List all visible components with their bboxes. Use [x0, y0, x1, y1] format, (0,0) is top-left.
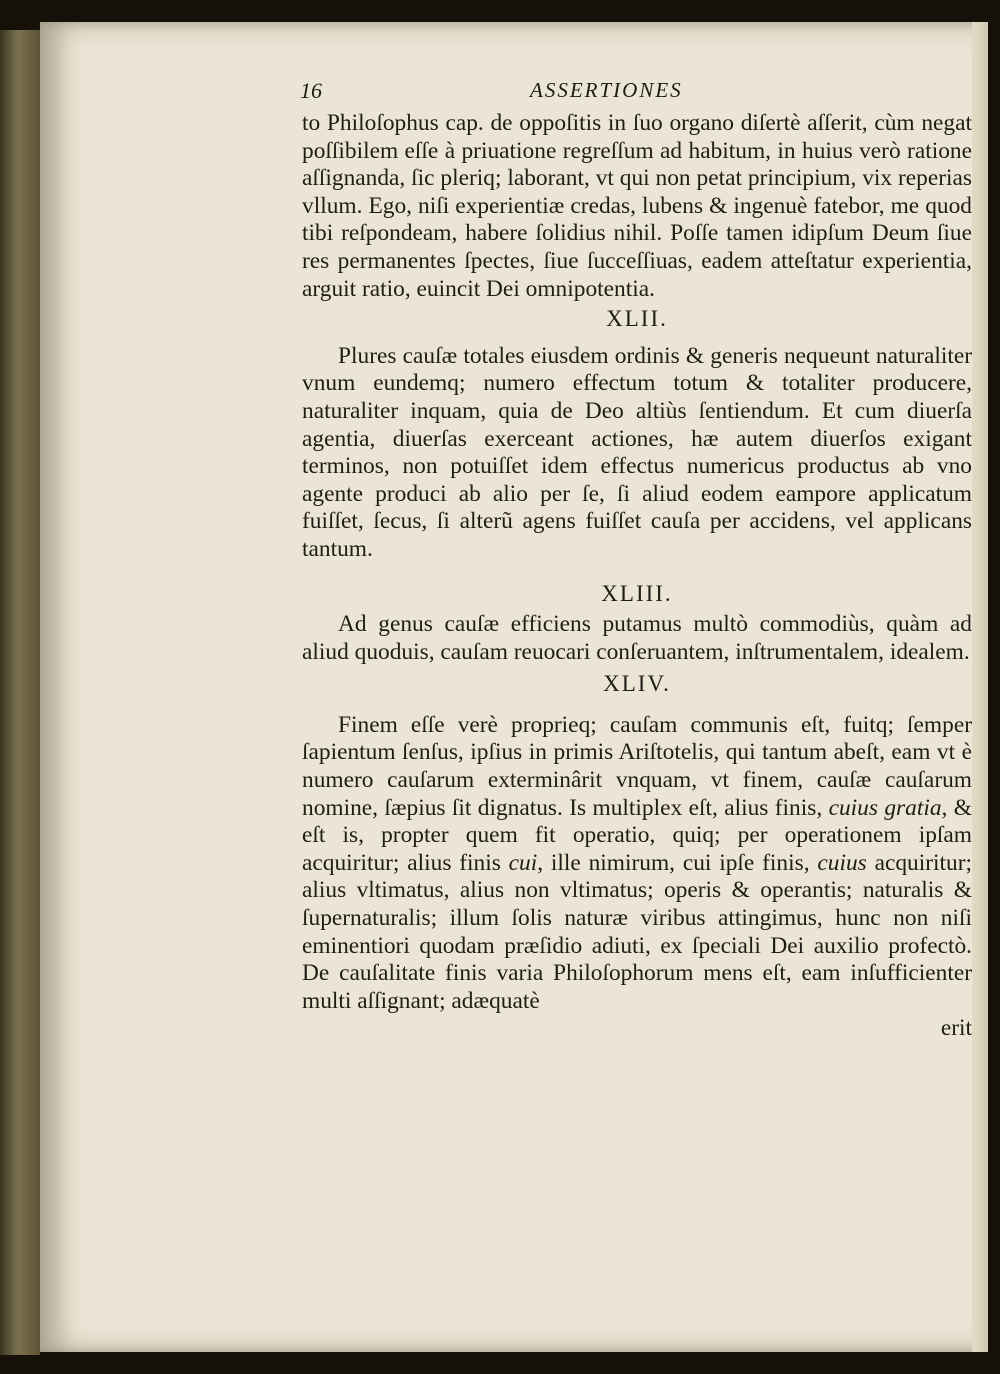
page-number: 16: [300, 78, 322, 103]
paragraph-43: Ad genus cauſæ efficiens putamus multò commodiùs, quàm ad aliud quoduis, cauſam reuocari conſeruantem, inſtrumentalem, idealem.: [302, 611, 972, 665]
paragraph-44: [302, 712, 972, 1016]
book-spine: [0, 30, 40, 1355]
paragraph-44-part-a: Finem eſſe verè proprieq; cauſam communis eſt, fuitq; ſemper ſapientum ſenſus, ipſius in primis Ariſtotelis, qui tantum abeſt, eam vt è numero cauſarum exterminârit vnquam, vt finem, cauſæ cauſarum nomine, ſæpius ſit dignatus. Is multiplex eſt, alius finis,: [302, 711, 972, 821]
paragraph-44-part-e: , ille nimirum, cui ipſe finis,: [537, 849, 818, 876]
running-head: [300, 78, 950, 102]
section-heading-44: XLIV.: [603, 671, 671, 697]
section-heading-43: XLIII.: [601, 580, 673, 606]
page-body: [302, 110, 972, 1043]
paragraph-42: Plures cauſæ totales eiusdem ordinis & generis nequeunt naturaliter vnum eundemq; numero effectum totum & totaliter producere, naturaliter inquam, quia de Deo altiùs ſentiendum. Et cum diuerſa agentia, diuerſas exerceant actiones, hæ autem diuerſos exigant terminos, non potuiſſet idem effectus numericus productus ab vno agente produci ab alio per ſe, ſi aliud eodem eampore applicatum fuiſſet, ſecus, ſi alterũ agens fuiſſet cauſa per accidens, vel applicans tantum.: [302, 342, 972, 562]
catchword: erit: [940, 1015, 972, 1042]
paragraph-44-part-c: , & eſt is, propter quem fit operatio, quiq; per operationem ipſam acquiritur; alius finis: [302, 794, 972, 876]
paragraph-44-italic-cui: cui: [508, 849, 538, 876]
intro-paragraph: to Philoſophus cap. de oppoſitis in ſuo organo diſertè aſſerit, cùm negat poſſibilem eſſe à priuatione regreſſum ad habitum, in huius verò ratione aſſignanda, ſic pleriq; laborant, vt qui non petat principium, vix reperias vllum. Ego, niſi experientiæ credas, lubens & ingenuè fatebor, me quod tibi reſpondeam, habere ſolidius nihil. Poſſe tamen idipſum Deum ſiue res permanentes ſpectes, ſiue ſucceſſiuas, eadem atteſtatur experientia, arguit ratio, euincit Dei omnipotentia.: [302, 110, 972, 302]
paragraph-44-italic-cuius-gratia: cuius gratia: [828, 794, 942, 821]
paragraph-44-part-g: acquiritur; alius vltimatus, alius non vltimatus; operis & operantis; naturalis & ſupernaturalis; illum ſolis naturæ viribus attingimus, hunc non niſi eminentiori quodam præſidio adiuti, ex ſpeciali Dei auxilio profectò. De cauſalitate finis varia Philoſophorum mens eſt, eam inſufficienter multi aſſignant; adæquatè: [302, 849, 972, 1014]
paragraph-44-italic-cuius: cuius: [817, 849, 867, 876]
page-edge: [972, 22, 988, 1352]
section-heading-42: XLII.: [606, 306, 668, 332]
running-title: ASSERTIONES: [530, 78, 683, 102]
